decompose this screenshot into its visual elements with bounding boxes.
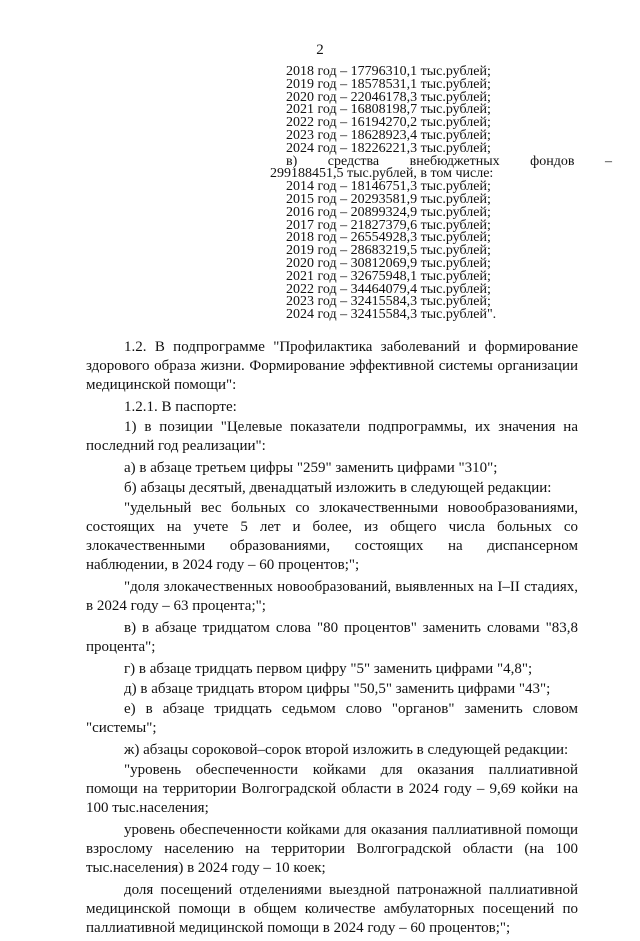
list-item: 2018 год – 17796310,1 тыс.рублей; [286,64,491,79]
paragraph: 1.2.1. В паспорте: [124,399,237,415]
list-item: 2016 год – 20899324,9 тыс.рублей; [286,204,491,220]
heading-word: внебюджетных [409,153,500,169]
paragraph: 1.2. В подпрограмме "Профилактика заболеваний и формирование здорового образа жизни. Формирование эффективной системы организации медицинской помощи": [86,339,578,393]
paragraph: "удельный вес больных со злокачественными новообразованиями, состоящих на учете 5 лет и более, из общего числа больных со злокачественными образованиями, состоящих на диспансерном наблюдении, в 2024 году – 60 процентов;"; [86,500,578,573]
paragraph: а) в абзаце третьем цифры "259" заменить цифрами "310"; [124,460,498,476]
paragraph: уровень обеспеченности койками для оказания паллиативной помощи взрослому населению на территории Волгоградской области (на 100 тыс.населения) в 2024 году – 10 коек; [86,822,578,876]
list-item: 2017 год – 21827379,6 тыс.рублей; [286,217,491,233]
page-number: 2 [316,42,324,58]
list-item: 2020 год – 30812069,9 тыс.рублей; [286,255,491,271]
paragraph: доля посещений отделениями выездной патронажной паллиативной медицинской помощи в общем количестве амбулаторных посещений по паллиативной медицинской помощи в 2024 году – 60 процентов;"; [86,882,578,936]
list-item: 2021 год – 32675948,1 тыс.рублей; [286,268,491,284]
list-item: 2020 год – 22046178,3 тыс.рублей; [286,89,491,105]
extrabudgetary-total: 299188451,5 тыс.рублей, в том числе: [270,166,494,182]
list-item: 2022 год – 34464079,4 тыс.рублей; [286,281,491,297]
list-item: 2019 год – 28683219,5 тыс.рублей; [286,243,491,259]
list-item: 2024 год – 32415584,3 тыс.рублей". [286,307,497,323]
paragraph: "доля злокачественных новообразований, выявленных на I–II стадиях, в 2024 году – 63 процента;"; [86,579,578,614]
list-item: 2022 год – 16194270,2 тыс.рублей; [286,115,491,131]
paragraph: 1) в позиции "Целевые показатели подпрограммы, их значения на последний год реализации": [86,419,578,454]
list-item: 2023 год – 32415584,3 тыс.рублей; [286,294,491,310]
list-item: 2023 год – 18628923,4 тыс.рублей; [286,127,491,143]
list-item: 2024 год – 18226221,3 тыс.рублей; [286,140,491,156]
paragraph: г) в абзаце тридцать первом цифру "5" заменить цифрами "4,8"; [124,661,533,677]
list-item: 2021 год – 16808198,7 тыс.рублей; [286,102,491,118]
paragraph: б) абзацы десятый, двенадцатый изложить в следующей редакции: [124,480,552,496]
heading-word: фондов [530,153,575,169]
funding-list [270,64,612,323]
paragraph: "уровень обеспеченности койками для оказания паллиативной помощи на территории Волгоградской области в 2024 году – 9,69 койки на 100 тыс.населения; [86,762,578,816]
heading-word: в) [286,153,298,169]
list-item: 2015 год – 20293581,9 тыс.рублей; [286,191,491,207]
paragraph: д) в абзаце тридцать втором цифры "50,5" заменить цифрами "43"; [124,681,551,697]
document-body [86,338,578,941]
list-item: 2014 год – 18146751,3 тыс.рублей; [286,179,491,195]
list-item: 2018 год – 26554928,3 тыс.рублей; [286,230,491,246]
heading-word: – [604,153,612,169]
list-item: 2019 год – 18578531,1 тыс.рублей; [286,76,491,92]
heading-word: средства [327,153,380,169]
paragraph: ж) абзацы сороковой–сорок второй изложить в следующей редакции: [124,742,569,758]
paragraph: е) в абзаце тридцать седьмом слово "органов" заменить словом "системы"; [86,701,578,736]
paragraph: в) в абзаце тридцатом слова "80 процентов" заменить словами "83,8 процента"; [86,620,578,655]
